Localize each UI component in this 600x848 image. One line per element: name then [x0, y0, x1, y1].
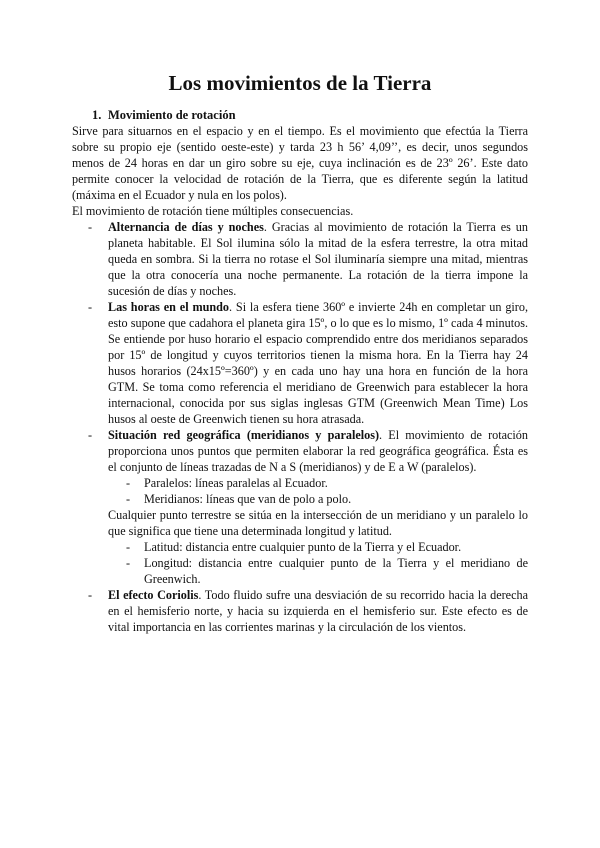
sub-list-bullet: -	[126, 556, 131, 570]
list-item-text: . Gracias al movimiento de rotación la Tierra es un planeta habitable. El Sol ilumina sólo la mitad de la esfera terrestre, la otra mitad queda en sombra. Si la tierra no rotase el Sol iluminaría siempre una mitad, mientras que la otra conocería una noche permanente. La rotación de la tierra impone la sucesión de días y noches.	[108, 220, 528, 298]
sub-list-item-text: Meridianos: líneas que van de polo a polo.	[144, 492, 352, 506]
sub-list-bullet: -	[126, 540, 131, 554]
list-item-coriolis	[88, 587, 528, 635]
list-item-text: . Si la esfera tiene 360º e invierte 24h en completar un giro, esto supone que cadahora el planeta gira 15º, o lo que es lo mismo, 1º cada 4 minutos. Se entiende por huso horario el espacio comprendido entre dos meridianos separados por 15º de longitud y cuyos territorios tienen la misma hora. En la Tierra hay 24 husos horarios (24x15º=360º) y en cada uno hay una hora en función de la hora GTM. Se toma como referencia el meridiano de Greenwich para establecer la hora internacional, conocida por sus siglas inglesas GTM (Greenwich Mean Time) Los husos al oeste de Greenwich tienen su hora atrasada.	[108, 300, 528, 426]
sub-list-item	[126, 475, 528, 491]
list-bullet: -	[88, 300, 93, 314]
sub-list-item-text: Paralelos: líneas paralelas al Ecuador.	[144, 476, 328, 490]
list-item-term: Las horas en el mundo	[108, 300, 230, 314]
sub-list-item	[126, 539, 528, 555]
list-bullet: -	[88, 428, 93, 442]
list-item-text: . El movimiento de rotación proporciona unos puntos que permiten elaborar la red geográfica geográfica. Ésta es el conjunto de líneas trazadas de N a S (meridianos) y de E a W (paralelos).	[108, 428, 528, 474]
sub-list-item-text: Latitud: distancia entre cualquier punto de la Tierra y el Ecuador.	[144, 540, 462, 554]
list-bullet: -	[88, 220, 93, 234]
sub-list-bullet: -	[126, 492, 131, 506]
list-item-dias-noches	[88, 219, 528, 299]
list-item-term: El efecto Coriolis	[108, 588, 199, 602]
section-number: 1.	[92, 108, 102, 122]
sub-list-item-text: Longitud: distancia entre cualquier punto de la Tierra y el meridiano de Greenwich.	[144, 556, 528, 586]
consequences-list	[72, 219, 528, 635]
list-item-term: Situación red geográfica (meridianos y paralelos)	[108, 428, 380, 442]
section-intro-paragraph: Sirve para situarnos en el espacio y en el tiempo. Es el movimiento que efectúa la Tierra sobre su propio eje (sentido oeste-este) y tarda 23 h 56’ 4,09’’, es decir, unos segundos menos de 24 horas en dar un giro sobre su eje, cuya inclinación es de 23º 26’. Este dato permite conocer la velocidad de rotación de la Tierra, que es diferente según la latitud (máxima en el Ecuador y nula en los polos).	[72, 124, 528, 202]
list-item-horas-mundo	[88, 299, 528, 427]
list-item-text: . Todo fluido sufre una desviación de su recorrido hacia la derecha en el hemisferio norte, y hacia su izquierda en el hemisferio sur. Este efecto es de vital importancia en las corrientes marinas y la circulación de los vientos.	[108, 588, 528, 634]
sub-list-item	[126, 491, 528, 507]
sub-list-lineas	[108, 475, 528, 507]
list-item-red-geografica	[88, 427, 528, 587]
list-bullet: -	[88, 588, 93, 602]
list-item-middle-text: Cualquier punto terrestre se sitúa en la intersección de un meridiano y un paralelo lo que significa que tiene una determinada longitud y latitud.	[108, 508, 528, 538]
sub-list-coordenadas	[108, 539, 528, 587]
document-page	[72, 70, 528, 635]
section-heading	[92, 107, 528, 123]
list-item-term: Alternancia de días y noches	[108, 220, 264, 234]
consequences-intro-paragraph: El movimiento de rotación tiene múltiples consecuencias.	[72, 204, 354, 218]
section-heading-text: Movimiento de rotación	[108, 108, 236, 122]
sub-list-item	[126, 555, 528, 587]
sub-list-bullet: -	[126, 476, 131, 490]
document-title: Los movimientos de la Tierra	[168, 71, 432, 95]
